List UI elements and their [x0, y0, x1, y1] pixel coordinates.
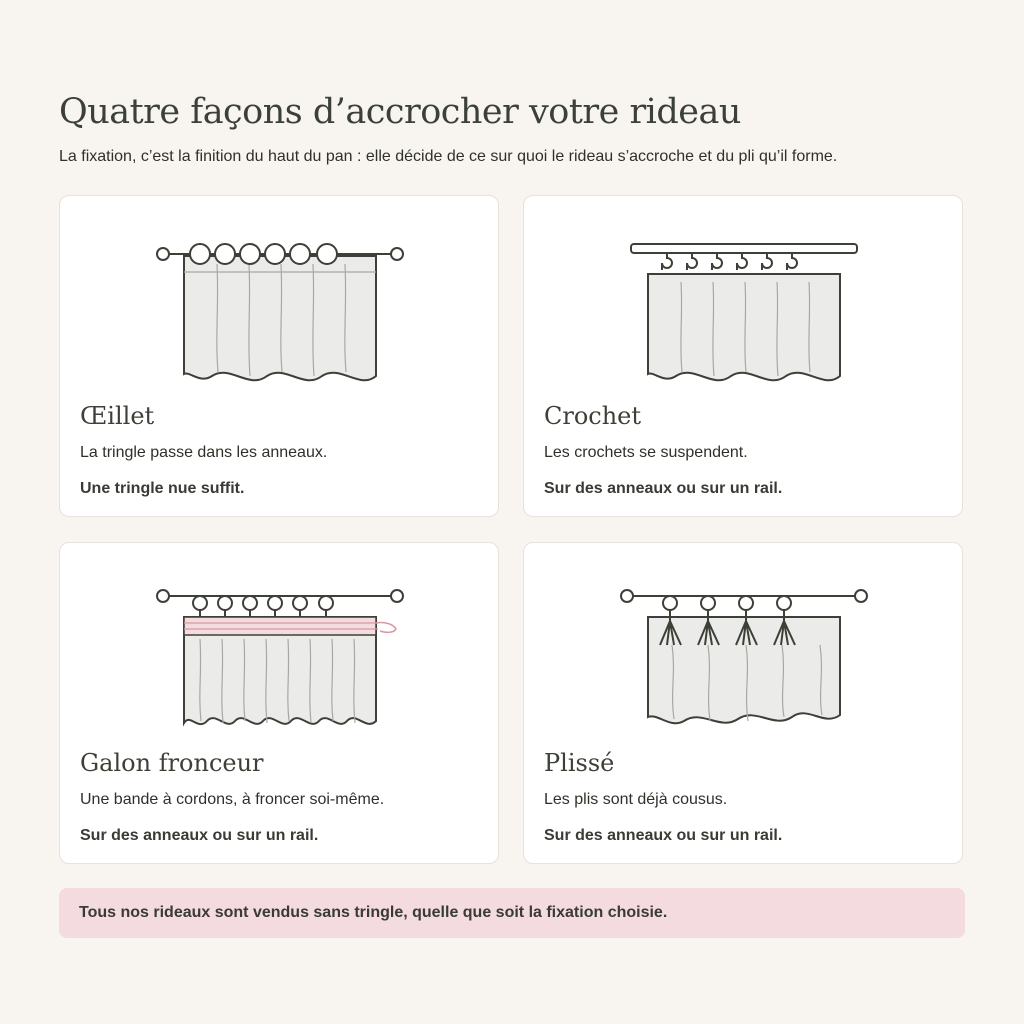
card-description: Les crochets se suspendent.	[544, 444, 748, 461]
card-note: Sur des anneaux ou sur un rail.	[80, 827, 319, 844]
notice-banner	[59, 888, 965, 938]
gathering-tape-curtain-illustration	[60, 573, 500, 743]
page-subtitle: La fixation, c’est la finition du haut du pan : elle décide de ce sur quoi le rideau s’accroche et du pli qu’il forme.	[59, 148, 838, 165]
eyelet-curtain-illustration	[60, 226, 500, 396]
pleated-curtain-illustration	[524, 573, 964, 743]
card-title: Œillet	[80, 402, 155, 430]
card-note: Sur des anneaux ou sur un rail.	[544, 827, 783, 844]
notice-text: Tous nos rideaux sont vendus sans tringle, quelle que soit la fixation choisie.	[79, 904, 668, 921]
card-note: Sur des anneaux ou sur un rail.	[544, 480, 783, 497]
card-title: Plissé	[544, 749, 615, 777]
card-crochet[interactable]	[523, 195, 963, 517]
card-galon-fronceur[interactable]	[59, 542, 499, 864]
page-title: Quatre façons d’accrocher votre rideau	[59, 92, 741, 132]
card-plisse[interactable]	[523, 542, 963, 864]
hook-curtain-illustration	[524, 226, 964, 396]
card-title: Crochet	[544, 402, 642, 430]
card-title: Galon fronceur	[80, 749, 264, 777]
card-note: Une tringle nue suffit.	[80, 480, 245, 497]
card-description: Les plis sont déjà cousus.	[544, 791, 728, 808]
card-description: Une bande à cordons, à froncer soi-même.	[80, 791, 385, 808]
card-oeillet[interactable]	[59, 195, 499, 517]
card-description: La tringle passe dans les anneaux.	[80, 444, 328, 461]
